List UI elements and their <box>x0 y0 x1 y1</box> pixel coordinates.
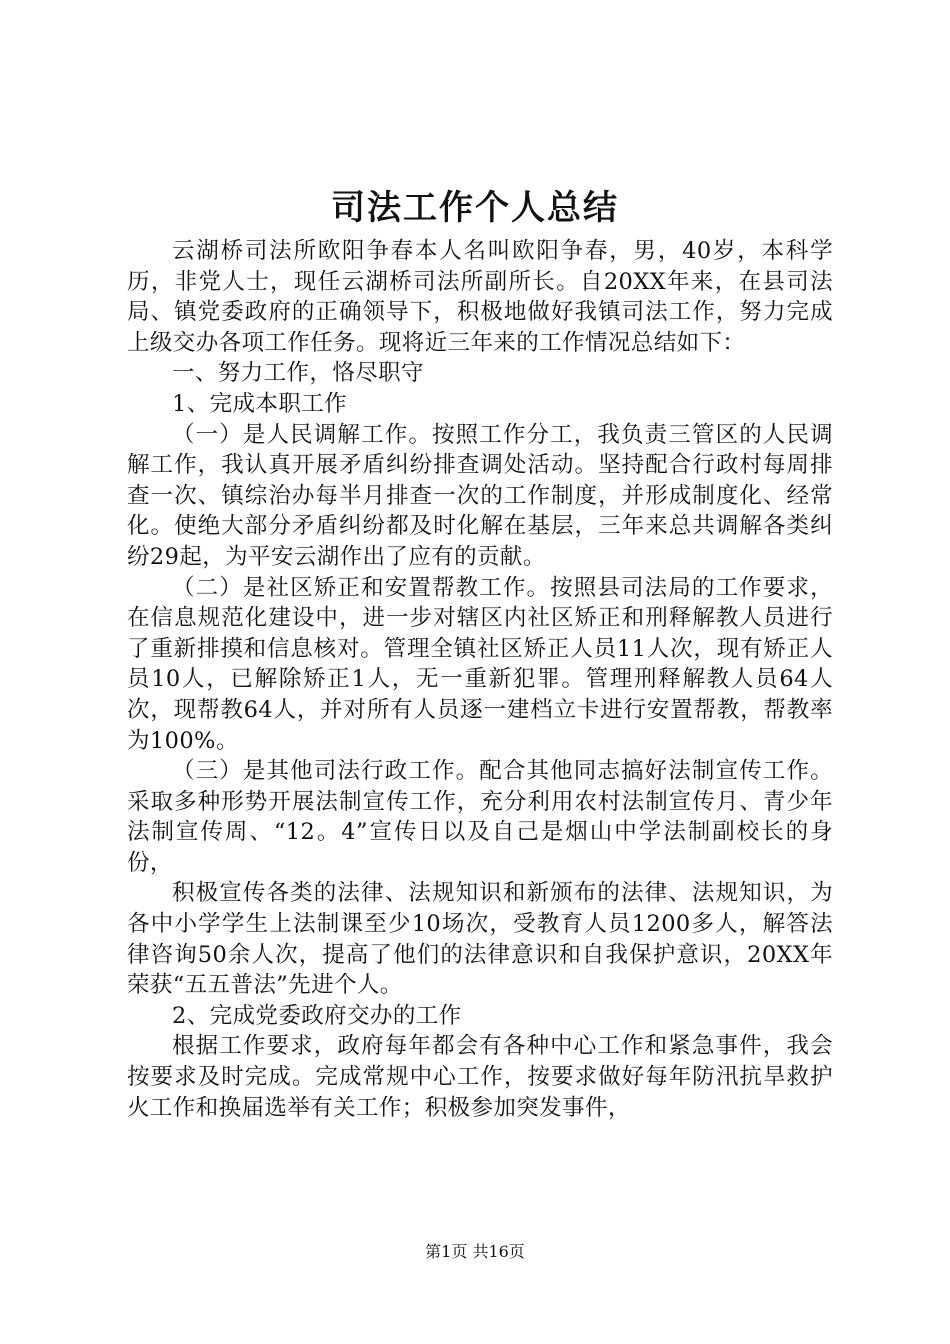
section-heading-1: 一、努力工作，恪尽职守 <box>172 360 424 387</box>
subsection-heading-2: 2、完成党委政府交办的工作 <box>172 1002 462 1029</box>
paragraph-mediation: （一）是人民调解工作。按照工作分工，我负责三管区的人民调解工作，我认真开展矛盾纠纷排查调处活动。坚持配合行政村每周排查一次、镇综治办每半月排查一次的工作制度，并形成制度化、经常化。使绝大部分矛盾纠纷都及时化解在基层，三年来总共调解各类纠纷29起，为平安云湖作出了应有的贡献。 <box>127 421 833 570</box>
paragraph-correction: （二）是社区矫正和安置帮教工作。按照县司法局的工作要求，在信息规范化建设中，进一步对辖区内社区矫正和刑释解教人员进行了重新排摸和信息核对。管理全镇社区矫正人员11人次，现有矫正人员10人，已解除矫正1人，无一重新犯罪。管理刑释解教人员64人次，现帮教64人，并对所有人员逐一建档立卡进行安置帮教，帮教率为100%。 <box>127 574 833 754</box>
page-number-footer: 第1页 共16页 <box>425 1242 525 1261</box>
document-body <box>127 236 833 1123</box>
paragraph-assigned-work: 根据工作要求，政府每年都会有各种中心工作和紧急事件，我会按要求及时完成。完成常规中心工作，按要求做好每年防汛抗旱救护火工作和换届选举有关工作；积极参加突发事件， <box>127 1033 833 1121</box>
paragraph-intro: 云湖桥司法所欧阳争春本人名叫欧阳争春，男，40岁，本科学历，非党人士，现任云湖桥司法所副所长。自20XX年来，在县司法局、镇党委政府的正确领导下，积极地做好我镇司法工作，努力完成上级交办各项工作任务。现将近三年来的工作情况总结如下： <box>127 238 833 356</box>
subsection-heading-1: 1、完成本职工作 <box>172 390 348 417</box>
paragraph-legal-education: 积极宣传各类的法律、法规知识和新颁布的法律、法规知识，为各中小学学生上法制课至少10场次，受教育人员1200多人，解答法律咨询50余人次，提高了他们的法律意识和自我保护意识，20XX年荣获“五五普法”先进个人。 <box>127 880 833 999</box>
document-title: 司法工作个人总结 <box>331 188 619 228</box>
paragraph-other-work: （三）是其他司法行政工作。配合其他同志搞好法制宣传工作。采取多种形势开展法制宣传工作，充分利用农村法制宣传月、青少年法制宣传周、“12。4”宣传日以及自己是烟山中学法制副校长的身份， <box>127 758 833 876</box>
